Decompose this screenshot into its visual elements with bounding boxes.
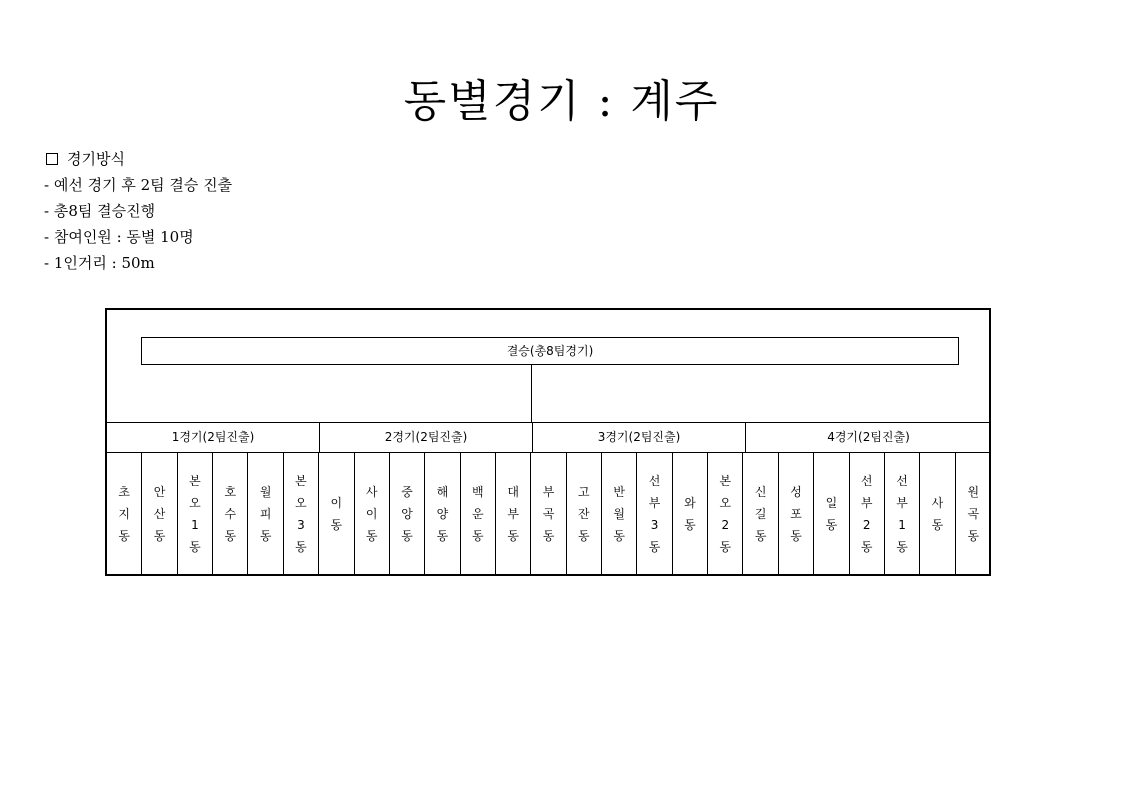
team-name: 초지동 <box>118 485 130 543</box>
team-cell <box>637 452 672 576</box>
team-cell <box>956 452 991 576</box>
team-name: 반월동 <box>613 485 625 543</box>
team-cell <box>708 452 743 576</box>
round-header-row <box>107 422 991 453</box>
team-cell <box>178 452 213 576</box>
team-name: 일동 <box>825 496 838 532</box>
team-cell <box>425 452 460 576</box>
team-name: 중앙동 <box>401 485 413 543</box>
team-name: 본오3동 <box>295 474 307 554</box>
team-cell <box>673 452 708 576</box>
final-match-label: 결승(총8팀경기) <box>141 337 959 365</box>
team-name: 이동 <box>330 496 343 532</box>
team-name: 본오1동 <box>189 474 201 554</box>
method-line: - 1인거리 : 50m <box>44 254 155 272</box>
team-name: 신길동 <box>754 485 767 543</box>
team-cell <box>885 452 920 576</box>
bracket-table <box>105 308 991 576</box>
method-line: - 예선 경기 후 2팀 결승 진출 <box>44 176 233 194</box>
team-cell <box>284 452 319 576</box>
team-cell <box>319 452 354 576</box>
team-cell <box>213 452 248 576</box>
team-name: 사이동 <box>365 485 378 543</box>
team-name: 원곡동 <box>967 485 980 543</box>
team-cell <box>355 452 390 576</box>
team-name: 와동 <box>684 496 696 532</box>
team-name: 백운동 <box>471 485 484 543</box>
team-cell <box>602 452 637 576</box>
team-cell <box>567 452 602 576</box>
team-name: 안산동 <box>153 485 166 543</box>
method-line: - 총8팀 결승진행 <box>44 202 156 220</box>
team-cell <box>248 452 283 576</box>
team-cell <box>814 452 849 576</box>
team-name: 선부3동 <box>648 474 661 554</box>
team-cell <box>496 452 531 576</box>
team-cell <box>531 452 566 576</box>
team-name: 해양동 <box>436 485 449 543</box>
team-name: 본오2동 <box>719 474 732 554</box>
team-cell <box>743 452 778 576</box>
method-heading-row <box>44 146 232 172</box>
team-cell <box>920 452 955 576</box>
team-name: 대부동 <box>507 485 519 543</box>
team-row <box>107 452 991 576</box>
team-name: 사동 <box>931 496 944 532</box>
team-name: 월피동 <box>259 485 272 543</box>
team-cell <box>850 452 885 576</box>
team-cell <box>461 452 496 576</box>
team-name: 부곡동 <box>542 485 555 543</box>
round-4-label: 4경기(2팀진출) <box>827 430 910 444</box>
page-title: 동별경기 : 계주 <box>403 76 720 127</box>
method-section <box>44 146 232 276</box>
round-2-label: 2경기(2팀진출) <box>320 423 533 452</box>
method-heading: 경기방식 <box>67 150 125 168</box>
team-cell <box>107 452 142 576</box>
team-name: 고잔동 <box>578 485 590 543</box>
team-cell <box>390 452 425 576</box>
team-name: 호수동 <box>224 485 237 543</box>
round-1-label: 1경기(2팀진출) <box>107 423 320 452</box>
team-cell <box>142 452 177 576</box>
bracket-connector-line <box>531 365 532 422</box>
round-3-label: 3경기(2팀진출) <box>533 423 746 452</box>
team-name: 선부2동 <box>860 474 873 554</box>
method-line: - 참여인원 : 동별 10명 <box>44 228 194 246</box>
team-name: 선부1동 <box>896 474 908 554</box>
checkbox-square-icon <box>46 153 58 165</box>
team-name: 성포동 <box>790 485 802 543</box>
team-cell <box>779 452 814 576</box>
